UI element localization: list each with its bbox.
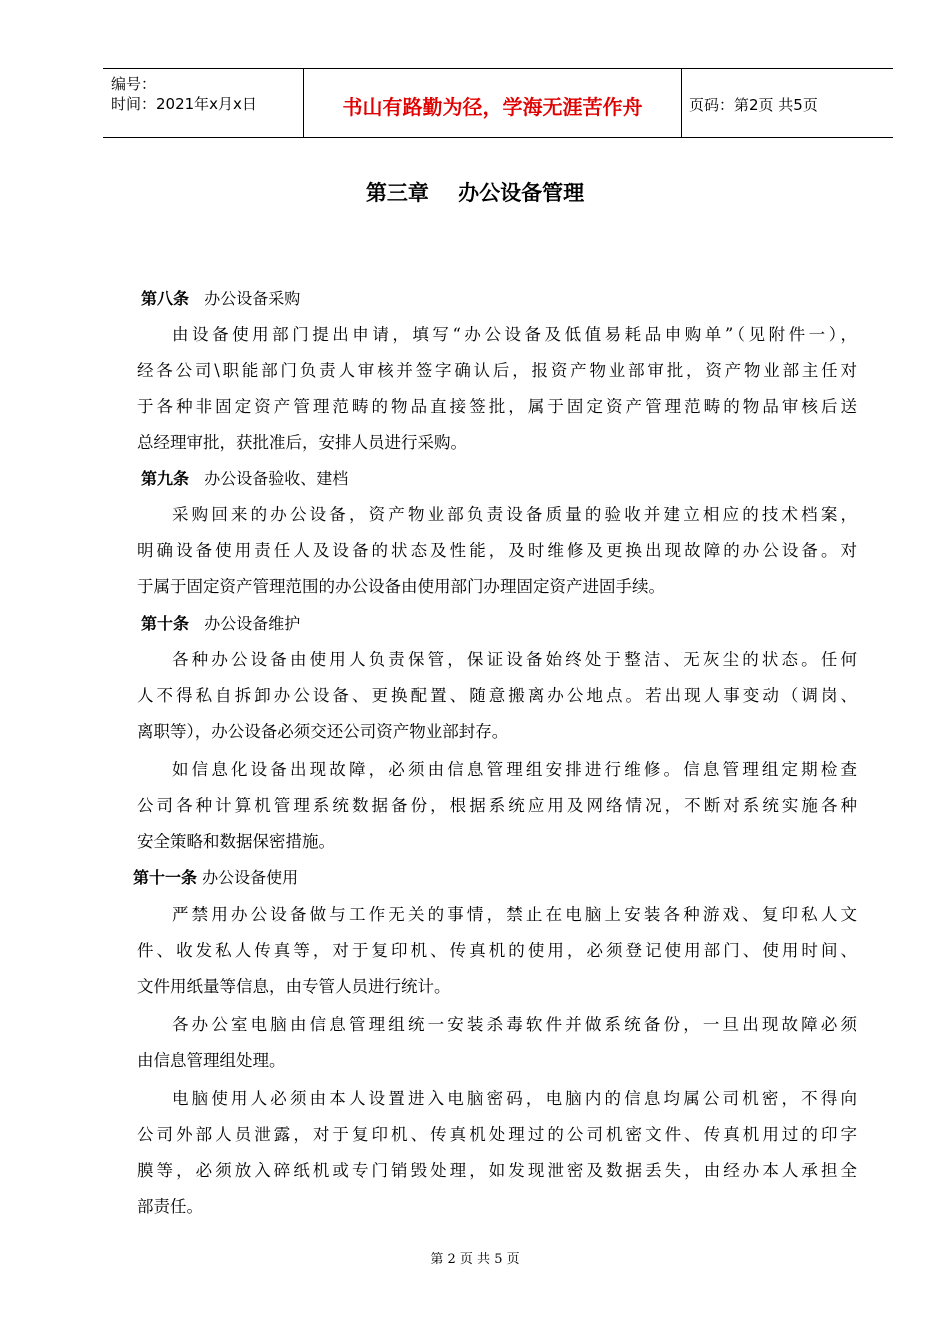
header-motto: 书山有路勤为径，学海无涯苦作舟 xyxy=(342,95,643,119)
article-number: 第十条 xyxy=(141,614,190,633)
paragraph-line: 于各种非固定资产管理范畴的物品直接签批，属于固定资产管理范畴的物品审核后送 xyxy=(137,397,857,416)
article-number: 第十一条 xyxy=(133,868,198,887)
paragraph-line: 文件用纸量等信息，由专管人员进行统计。 xyxy=(137,977,451,996)
article-heading xyxy=(141,611,300,634)
paragraph-line: 电脑使用人必须由本人设置进入电脑密码，电脑内的信息均属公司机密，不得向 xyxy=(172,1089,857,1108)
paragraph-line: 经各公司\职能部门负责人审核并签字确认后，报资产物业部审批，资产物业部主任对 xyxy=(137,361,857,380)
doc-date: 时间：2021年x月x日 xyxy=(111,95,257,113)
paragraph-line: 如信息化设备出现故障，必须由信息管理组安排进行维修。信息管理组定期检查 xyxy=(172,760,857,779)
doc-number-label: 编号： xyxy=(111,75,157,93)
article-title: 办公设备采购 xyxy=(204,289,301,308)
paragraph-line: 由设备使用部门提出申请，填写“办公设备及低值易耗品申购单”（见附件一）， xyxy=(172,325,857,344)
article-title: 办公设备验收、建档 xyxy=(204,469,349,488)
article-heading xyxy=(133,865,298,888)
article-number: 第九条 xyxy=(141,469,190,488)
paragraph-line: 于属于固定资产管理范围的办公设备由使用部门办理固定资产进固手续。 xyxy=(137,577,665,596)
header-meta xyxy=(103,69,303,137)
chapter-title: 第三章 办公设备管理 xyxy=(365,181,585,205)
paragraph-line: 总经理审批，获批准后，安排人员进行采购。 xyxy=(137,433,467,452)
header-page-info: 页码：第2页 共5页 xyxy=(689,96,818,114)
paragraph-line: 公司外部人员泄露，对于复印机、传真机处理过的公司机密文件、传真机用过的印字 xyxy=(137,1125,857,1144)
article-heading xyxy=(141,466,348,489)
paragraph-line: 严禁用办公设备做与工作无关的事情，禁止在电脑上安装各种游戏、复印私人文 xyxy=(172,905,857,924)
article-number: 第八条 xyxy=(141,289,190,308)
article-heading xyxy=(141,286,300,309)
paragraph-line: 明确设备使用责任人及设备的状态及性能，及时维修及更换出现故障的办公设备。对 xyxy=(137,541,857,560)
header-page-cell xyxy=(681,69,893,137)
header-motto-cell xyxy=(303,69,682,137)
paragraph-line: 离职等），办公设备必须交还公司资产物业部封存。 xyxy=(137,722,509,741)
paragraph-line: 部责任。 xyxy=(137,1197,203,1216)
paragraph-line: 由信息管理组处理。 xyxy=(137,1051,286,1070)
paragraph-line: 各种办公设备由使用人负责保管，保证设备始终处于整洁、无灰尘的状态。任何 xyxy=(172,650,857,669)
paragraph-line: 人不得私自拆卸办公设备、更换配置、随意搬离办公地点。若出现人事变动（调岗、 xyxy=(137,686,857,705)
article-title: 办公设备维护 xyxy=(204,614,301,633)
paragraph-line: 公司各种计算机管理系统数据备份，根据系统应用及网络情况，不断对系统实施各种 xyxy=(137,796,857,815)
page-header xyxy=(103,68,893,138)
page-footer: 第 2 页 共 5 页 xyxy=(430,1252,520,1267)
article-title: 办公设备使用 xyxy=(202,868,299,887)
paragraph-line: 采购回来的办公设备，资产物业部负责设备质量的验收并建立相应的技术档案， xyxy=(172,505,857,524)
paragraph-line: 各办公室电脑由信息管理组统一安装杀毒软件并做系统备份，一旦出现故障必须 xyxy=(172,1015,857,1034)
paragraph-line: 安全策略和数据保密措施。 xyxy=(137,832,335,851)
paragraph-line: 件、收发私人传真等，对于复印机、传真机的使用，必须登记使用部门、使用时间、 xyxy=(137,941,857,960)
paragraph-line: 膜等，必须放入碎纸机或专门销毁处理，如发现泄密及数据丢失，由经办本人承担全 xyxy=(137,1161,857,1180)
